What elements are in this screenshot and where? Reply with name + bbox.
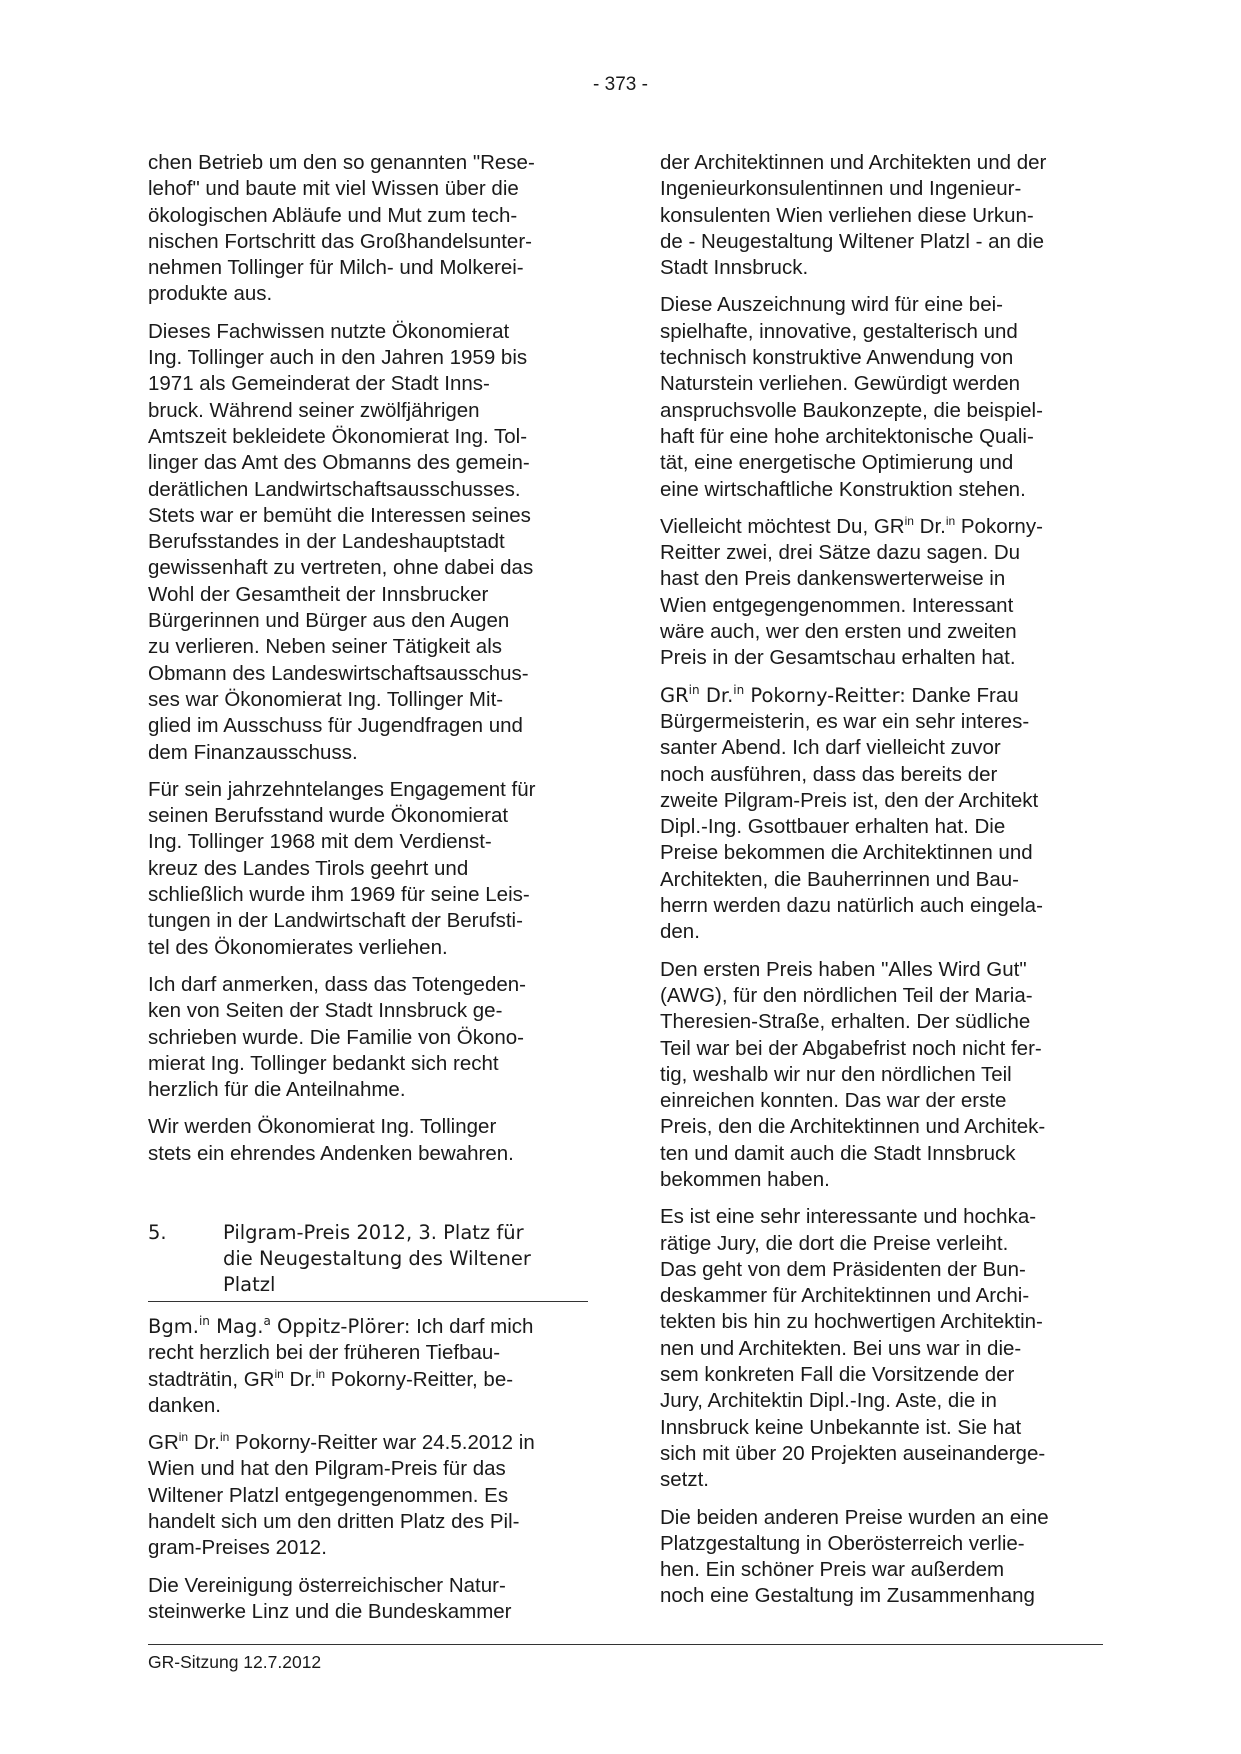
text-line: Es ist eine sehr interessante und hochka-: [660, 1205, 1037, 1229]
text-line: $GR^{in}$ Dr.$^{in}$ Pokorny-Reitter: Danke Frau: [660, 682, 1019, 707]
footer-divider: [148, 1644, 1103, 1645]
left-column: [148, 150, 588, 1636]
text-line: Für sein jahrzehntelanges Engagement für: [148, 777, 536, 801]
text-line: Jury, Architektin Dipl.-Ing. Aste, die in: [660, 1389, 997, 1413]
text-line: (AWG), für den nördlichen Teil der Maria-: [660, 983, 1033, 1007]
text-line: ökologischen Abläufe und Mut zum tech-: [148, 203, 518, 227]
text-line: Reitter zwei, drei Sätze dazu sagen. Du: [660, 541, 1021, 565]
text-line: glied im Ausschuss für Jugendfragen und: [148, 714, 523, 738]
agenda-title-line: die Neugestaltung des Wiltener: [223, 1246, 531, 1270]
text-line: nehmen Tollinger für Milch- und Molkerei-: [148, 256, 524, 280]
speaker-name: Bgm.$^{in}$ Mag.$^a$ Oppitz-Plörer:: [148, 1313, 411, 1338]
text-line: 1971 als Gemeinderat der Stadt Inns-: [148, 372, 490, 396]
text-line: nen und Architekten. Bei uns war in die-: [660, 1336, 1022, 1360]
text-line: den.: [660, 920, 700, 944]
text-line: rätige Jury, die dort die Preise verleiht.: [660, 1231, 1009, 1255]
text-line: Ing. Tollinger auch in den Jahren 1959 bis: [148, 346, 528, 370]
paragraph: [148, 972, 588, 1103]
text-line: Dieses Fachwissen nutzte Ökonomierat: [148, 319, 510, 343]
text-line: Architekten, die Bauherrinnen und Bau-: [660, 867, 1019, 891]
text-line: ses war Ökonomierat Ing. Tollinger Mit-: [148, 687, 504, 711]
text-line: dem Finanzausschuss.: [148, 740, 358, 764]
text-line: tel des Ökonomierates verliehen.: [148, 935, 448, 959]
text-line: der Architektinnen und Architekten und der: [660, 151, 1047, 174]
text-line: wäre auch, wer den ersten und zweiten: [660, 620, 1017, 644]
text-line: stets ein ehrendes Andenken bewahren.: [148, 1141, 514, 1165]
text-line: bekommen haben.: [660, 1167, 830, 1191]
paragraph: [148, 319, 588, 766]
text-line: mierat Ing. Tollinger bedankt sich recht: [148, 1051, 499, 1075]
page-footer: GR-Sitzung 12.7.2012: [148, 1652, 322, 1672]
paragraph: [660, 1204, 1103, 1493]
paragraph: [660, 292, 1103, 502]
text-line: santer Abend. Ich darf vielleicht zuvor: [660, 736, 1001, 760]
text-line: Wohl der Gesamtheit der Innsbrucker: [148, 582, 489, 606]
text-line: Stadt Innsbruck.: [660, 256, 809, 280]
spacer: [148, 1178, 588, 1220]
text-line: herrn werden dazu natürlich auch eingela-: [660, 894, 1043, 918]
paragraph: [660, 514, 1103, 672]
text-line: Bürgermeisterin, es war ein sehr interes-: [660, 709, 1030, 733]
speech-councillor: [660, 683, 1103, 946]
text-line: Wiltener Platzl entgegengenommen. Es: [148, 1483, 509, 1507]
text-line: stadträtin, $GR^{in}$ Dr.$^{in}$ Pokorny-Reitter, be-: [148, 1366, 514, 1391]
agenda-item-number: 5.: [148, 1220, 167, 1244]
text-line: noch ausführen, dass das bereits der: [660, 762, 998, 786]
text-line: eine wirtschaftliche Konstruktion stehen.: [660, 477, 1026, 501]
text-line: Amtszeit bekleidete Ökonomierat Ing. Tol-: [148, 424, 528, 448]
text-line: hast den Preis dankenswerterweise in: [660, 567, 1006, 591]
text-line: Bürgerinnen und Bürger aus den Augen: [148, 609, 510, 633]
text-line: spielhafte, innovative, gestalterisch und: [660, 319, 1018, 343]
text-line: hen. Ein schöner Preis war außerdem: [660, 1558, 1005, 1582]
text-line: Preis, den die Architektinnen und Architek-: [660, 1115, 1046, 1139]
text-line: danken.: [148, 1393, 221, 1417]
text-line: Obmann des Landeswirtschaftsausschus-: [148, 661, 529, 685]
speaker-name: $GR^{in}$ Dr.$^{in}$ Pokorny-Reitter:: [660, 682, 906, 707]
text-line: tig, weshalb wir nur den nördlichen Teil: [660, 1062, 1012, 1086]
text-line: Diese Auszeichnung wird für eine bei-: [660, 293, 1003, 317]
text-line: Die beiden anderen Preise wurden an eine: [660, 1505, 1049, 1529]
text-line: tekten bis hin zu hochwertigen Architektin-: [660, 1310, 1043, 1334]
text-line: nischen Fortschritt das Großhandelsunter-: [148, 229, 532, 253]
text-line: Berufsstandes in der Landeshauptstadt: [148, 530, 505, 554]
text-line: kreuz des Landes Tirols geehrt und: [148, 856, 469, 880]
text-line: herzlich für die Anteilnahme.: [148, 1078, 406, 1102]
text-line: recht herzlich bei der früheren Tiefbau-: [148, 1341, 501, 1365]
text-line: tät, eine energetische Optimierung und: [660, 451, 1014, 475]
text-line: Wir werden Ökonomierat Ing. Tollinger: [148, 1115, 497, 1139]
text-line: Naturstein verliehen. Gewürdigt werden: [660, 372, 1021, 396]
text-line: Wien entgegengenommen. Interessant: [660, 593, 1014, 617]
agenda-item-heading: [148, 1220, 588, 1302]
text-line: zu verlieren. Neben seiner Tätigkeit als: [148, 635, 502, 659]
paragraph: [148, 1573, 588, 1626]
text-line: Ing. Tollinger 1968 mit dem Verdienst-: [148, 830, 492, 854]
paragraph: [660, 957, 1103, 1194]
text-line: konsulenten Wien verliehen diese Urkun-: [660, 203, 1034, 227]
text-line: schließlich wurde ihm 1969 für seine Leis-: [148, 883, 530, 907]
agenda-item-title: [223, 1220, 588, 1298]
text-line: noch eine Gestaltung im Zusammenhang: [660, 1584, 1035, 1608]
speech-mayor: [148, 1314, 588, 1419]
text-line: zweite Pilgram-Preis ist, den der Architekt: [660, 788, 1039, 812]
text-line: Ingenieurkonsulentinnen und Ingenieur-: [660, 177, 1022, 201]
text-line: technisch konstruktive Anwendung von: [660, 346, 1014, 370]
text-line: ken von Seiten der Stadt Innsbruck ge-: [148, 999, 503, 1023]
text-line: handelt sich um den dritten Platz des Pil-: [148, 1510, 520, 1534]
text-line: einreichen konnten. Das war der erste: [660, 1089, 1007, 1113]
text-line: $GR^{in}$ Dr.$^{in}$ Pokorny-Reitter war 24.5.2012 in: [148, 1430, 535, 1455]
paragraph: [148, 1114, 588, 1167]
text-line: Platzgestaltung in Oberösterreich verlie-: [660, 1531, 1025, 1555]
text-line: Preis in der Gesamtschau erhalten hat.: [660, 646, 1016, 670]
text-line: produkte aus.: [148, 282, 273, 306]
paragraph: [660, 150, 1103, 281]
text-line: chen Betrieb um den so genannten "Rese-: [148, 151, 535, 174]
text-line: Teil war bei der Abgabefrist noch nicht fer-: [660, 1036, 1042, 1060]
agenda-title-line: Pilgram-Preis 2012, 3. Platz für: [223, 1220, 524, 1244]
page-number: - 373 -: [593, 74, 648, 95]
text-line: Dipl.-Ing. Gsottbauer erhalten hat. Die: [660, 815, 1006, 839]
text-line: linger das Amt des Obmanns des gemein-: [148, 451, 530, 475]
agenda-title-line: Platzl: [223, 1272, 276, 1296]
text-line: ten und damit auch die Stadt Innsbruck: [660, 1141, 1016, 1165]
text-line: Das geht von dem Präsidenten der Bun-: [660, 1257, 1026, 1281]
text-line: Den ersten Preis haben "Alles Wird Gut": [660, 957, 1027, 981]
paragraph: [148, 777, 588, 961]
text-line: Preise bekommen die Architektinnen und: [660, 841, 1033, 865]
paragraph: [660, 1505, 1103, 1610]
text-line: seinen Berufsstand wurde Ökonomierat: [148, 804, 509, 828]
text-line: Vielleicht möchtest Du, $GR^{in}$ Dr.$^{in}$ Pokorny-: [660, 513, 1043, 538]
text-line: Wien und hat den Pilgram-Preis für das: [148, 1457, 506, 1481]
text-line: schrieben wurde. Die Familie von Ökono-: [148, 1025, 524, 1049]
text-line: gewissenhaft zu vertreten, ohne dabei das: [148, 556, 534, 580]
text-line: derätlichen Landwirtschaftsausschusses.: [148, 477, 521, 501]
right-column: [660, 150, 1103, 1621]
text-line: deskammer für Architektinnen und Archi-: [660, 1284, 1030, 1308]
text-line: Stets war er bemüht die Interessen seines: [148, 503, 531, 527]
text-line: haft für eine hohe architektonische Quali-: [660, 424, 1034, 448]
text-line: Innsbruck keine Unbekannte ist. Sie hat: [660, 1415, 1022, 1439]
text-line: Die Vereinigung österreichischer Natur-: [148, 1573, 506, 1597]
text-line: Theresien-Straße, erhalten. Der südliche: [660, 1010, 1031, 1034]
text-line: steinwerke Linz und die Bundeskammer: [148, 1599, 512, 1623]
text-line: sich mit über 20 Projekten auseinanderge-: [660, 1441, 1046, 1465]
text-line: lehof" und baute mit viel Wissen über die: [148, 177, 519, 201]
text-line: anspruchsvolle Baukonzepte, die beispiel-: [660, 398, 1043, 422]
text-line: setzt.: [660, 1468, 709, 1492]
text-line: Ich darf anmerken, dass das Totengeden-: [148, 972, 526, 996]
text-line: Bgm.$^{in}$ Mag.$^a$ Oppitz-Plörer: Ich darf mich: [148, 1313, 534, 1338]
text-line: sem konkreten Fall die Vorsitzende der: [660, 1363, 1015, 1387]
text-line: bruck. Während seiner zwölfjährigen: [148, 398, 480, 422]
text-line: gram-Preises 2012.: [148, 1536, 327, 1560]
text-line: tungen in der Landwirtschaft der Berufsti-: [148, 909, 523, 933]
paragraph: [148, 150, 588, 308]
paragraph: [148, 1430, 588, 1561]
text-line: de - Neugestaltung Wiltener Platzl - an die: [660, 229, 1045, 253]
